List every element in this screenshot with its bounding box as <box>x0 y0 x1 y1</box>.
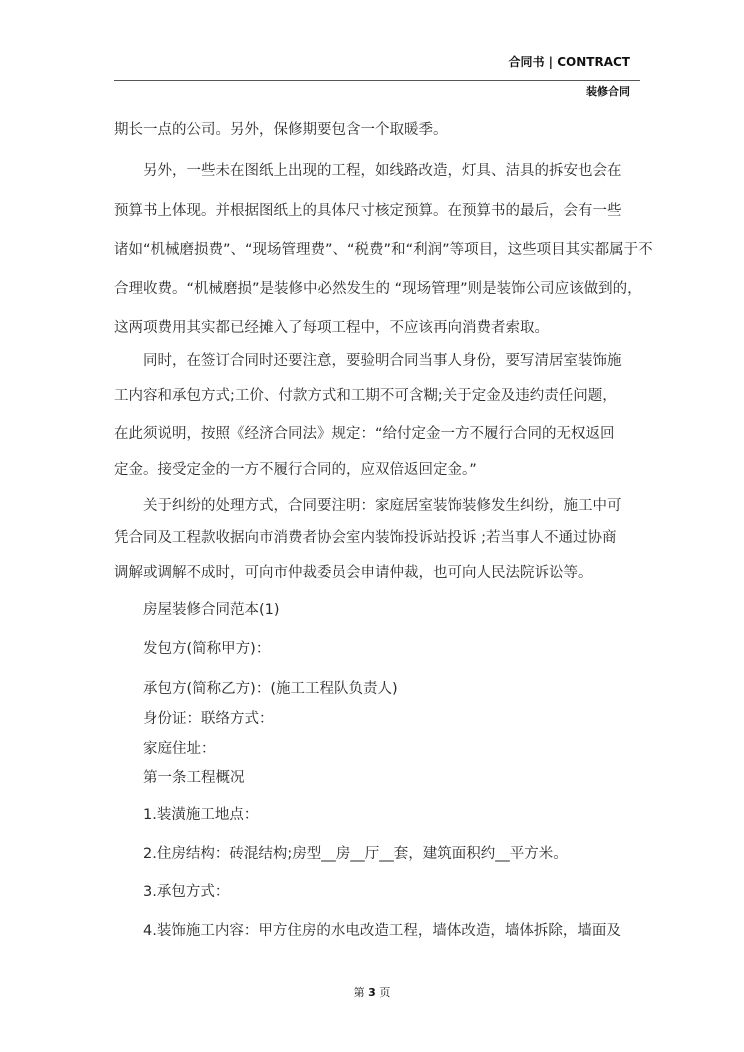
body-line-11: 关于纠纷的处理方式，合同要注明：家庭居室装饰装修发生纠纷，施工中可 <box>143 498 622 514</box>
body-line-5: 合理收费。“机械磨损”是装修中必然发生的 “现场管理”则是装饰公司应该做到的， <box>114 281 642 297</box>
header-divider <box>114 80 640 81</box>
page-footer <box>0 984 744 1000</box>
body-line-10: 定金。接受定金的一方不履行合同的，应双倍返回定金。” <box>114 462 477 478</box>
party-b-field: 承包方(简称乙方)：(施工工程队负责人) <box>143 681 398 697</box>
clause-1: 1.装潢施工地点： <box>143 807 259 823</box>
clause-2: 2.住房结构：砖混结构;房型__房__厅__套，建筑面积约__平方米。 <box>143 846 568 862</box>
body-line-6: 这两项费用其实都已经摊入了每项工程中，不应该再向消费者索取。 <box>114 320 549 336</box>
body-line-13: 调解或调解不成时，可向市仲裁委员会申请仲裁，也可向人民法院诉讼等。 <box>114 565 593 581</box>
body-line-3: 预算书上体现。并根据图纸上的具体尺寸核定预算。在预算书的最后，会有一些 <box>114 203 622 219</box>
body-line-9: 在此须说明，按照《经济合同法》规定：“给付定金一方不履行合同的无权返回 <box>114 426 615 442</box>
header-title: 合同书 | CONTRACT <box>508 55 630 69</box>
article-one-heading: 第一条工程概况 <box>143 770 245 786</box>
id-contact-field: 身份证：联络方式： <box>143 711 274 727</box>
header-subtitle: 装修合同 <box>586 85 630 98</box>
body-line-4: 诸如“机械磨损费”、“现场管理费”、“税费”和“利润”等项目，这些项目其实都属于不 <box>114 242 653 258</box>
page-prefix: 第 <box>353 986 365 999</box>
address-field: 家庭住址： <box>143 741 216 757</box>
page-number: 3 <box>368 986 376 999</box>
body-line-12: 凭合同及工程款收据向市消费者协会室内装饰投诉站投诉 ;若当事人不通过协商 <box>114 530 617 546</box>
page-suffix: 页 <box>379 986 391 999</box>
clause-4: 4.装饰施工内容：甲方住房的水电改造工程，墙体改造，墙体拆除，墙面及 <box>143 923 621 939</box>
body-line-8: 工内容和承包方式;工价、付款方式和工期不可含糊;关于定金及违约责任问题， <box>114 388 617 404</box>
body-line-1: 期长一点的公司。另外，保修期要包含一个取暖季。 <box>114 122 448 138</box>
body-line-2: 另外，一些未在图纸上出现的工程，如线路改造，灯具、洁具的拆安也会在 <box>143 163 622 179</box>
party-a-field: 发包方(简称甲方)： <box>143 641 271 657</box>
clause-3: 3.承包方式： <box>143 884 230 900</box>
contract-sample-title: 房屋装修合同范本(1) <box>143 602 280 618</box>
body-line-7: 同时，在签订合同时还要注意，要验明合同当事人身份，要写清居室装饰施 <box>143 353 622 369</box>
